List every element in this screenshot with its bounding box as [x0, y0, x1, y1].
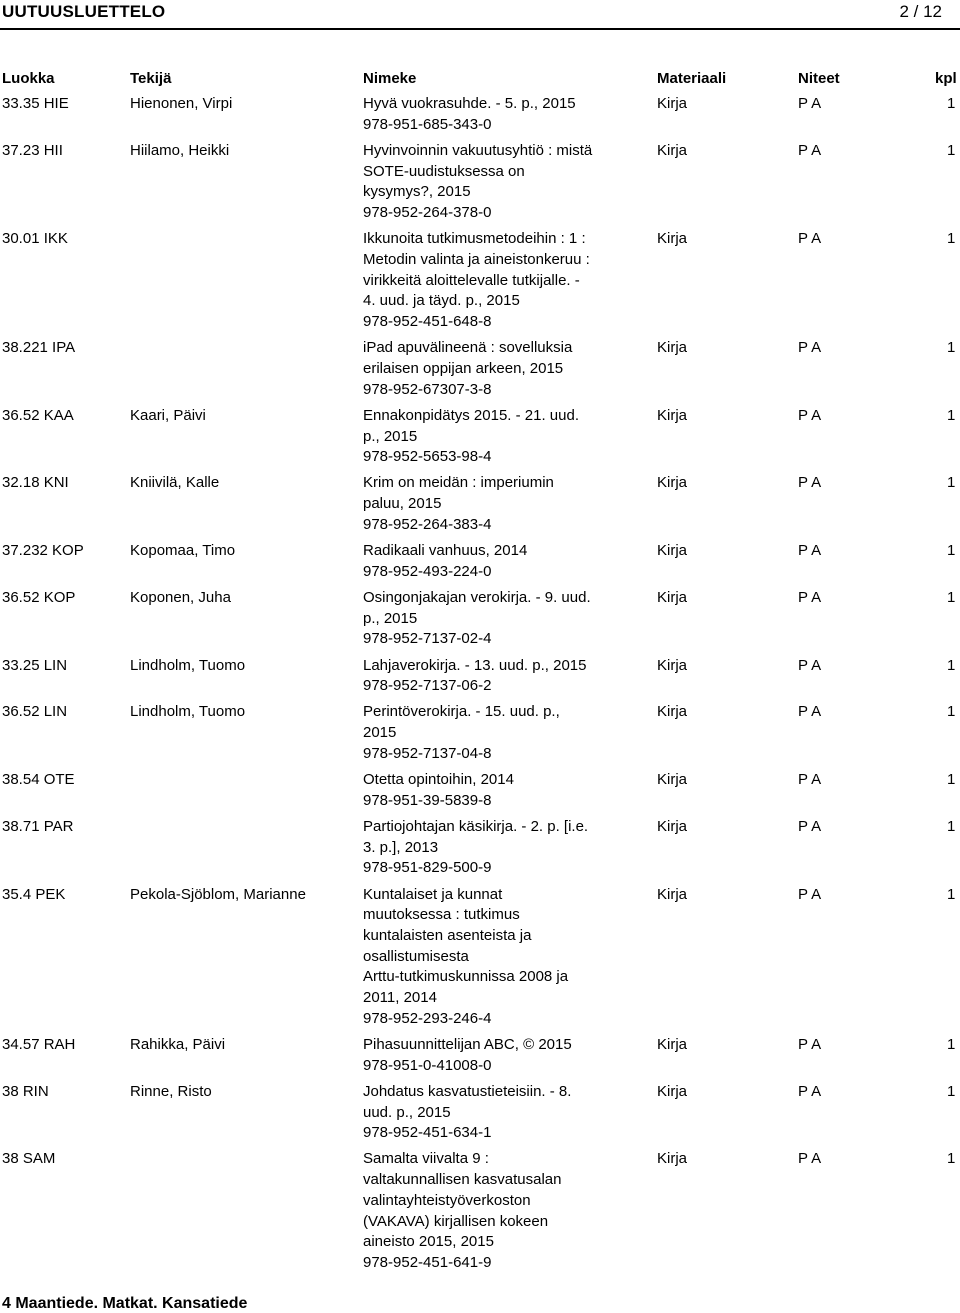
call-number: 36.52 KOP — [2, 588, 76, 606]
column-header-luokka: Luokka — [2, 70, 55, 87]
title-line: iPad apuvälineenä : sovelluksia — [363, 339, 573, 357]
title-line: SOTE-uudistuksessa on — [363, 162, 525, 180]
call-number: 38.71 PAR — [2, 817, 74, 835]
title-line: 978-951-685-343-0 — [363, 115, 492, 133]
copies-status: P A — [798, 1150, 822, 1168]
title-line: osallistumisesta — [363, 947, 469, 965]
table-row — [0, 94, 960, 135]
column-header-materiaali: Materiaali — [657, 70, 727, 87]
author: Hienonen, Virpi — [130, 95, 233, 112]
title-line: 4. uud. ja täyd. p., 2015 — [363, 292, 520, 310]
title-line: 978-952-264-378-0 — [363, 204, 492, 221]
title-line: Pihasuunnittelijan ABC, © 2015 — [363, 1035, 572, 1053]
title-line: 978-952-293-246-4 — [363, 1009, 492, 1027]
author: Koponen, Juha — [130, 588, 231, 606]
author: Hiilamo, Heikki — [130, 141, 230, 159]
material-type: Kirja — [657, 1082, 688, 1100]
call-number: 30.01 IKK — [2, 230, 68, 248]
call-number: 33.25 LIN — [2, 656, 68, 674]
title-line: Krim on meidän : imperiumin — [363, 474, 554, 492]
copy-count: 1 — [947, 588, 956, 606]
call-number: 38.221 IPA — [2, 339, 76, 357]
copies-status: P A — [798, 474, 822, 492]
title-line: Perintöverokirja. - 15. uud. p., — [363, 703, 560, 721]
title-line: 978-952-7137-06-2 — [363, 677, 492, 695]
title-line: Lahjaverokirja. - 13. uud. p., 2015 — [363, 656, 587, 674]
title-line: Johdatus kasvatustieteisiin. - 8. — [363, 1082, 572, 1100]
title-line: erilaisen oppijan arkeen, 2015 — [363, 359, 564, 377]
material-type: Kirja — [657, 230, 688, 248]
material-type: Kirja — [657, 1150, 688, 1168]
title-line: Kuntalaiset ja kunnat — [363, 885, 503, 903]
material-type: Kirja — [657, 1035, 688, 1053]
table-row — [0, 770, 960, 811]
author: Kaari, Päivi — [130, 406, 206, 424]
table-row — [0, 1149, 960, 1273]
copies-status: P A — [798, 588, 822, 606]
title-line: (VAKAVA) kirjallisen kokeen — [363, 1212, 549, 1230]
copy-count: 1 — [947, 406, 956, 424]
column-headers — [0, 70, 960, 90]
copy-count: 1 — [947, 1035, 956, 1053]
title-line: Otetta opintoihin, 2014 — [363, 771, 514, 788]
copy-count: 1 — [947, 885, 956, 903]
title-line: Samalta viivalta 9 : — [363, 1150, 489, 1168]
material-type: Kirja — [657, 339, 688, 357]
copies-status: P A — [798, 656, 822, 674]
title-line: virikkeitä aloittelevalle tutkijalle. - — [363, 271, 580, 289]
call-number: 36.52 KAA — [2, 406, 74, 424]
title-block — [363, 229, 590, 333]
section-heading: 4 Maantiede. Matkat. Kansatiede — [2, 1295, 248, 1312]
copies-status: P A — [798, 406, 822, 424]
title-block — [363, 702, 560, 764]
material-type: Kirja — [657, 406, 688, 424]
material-type: Kirja — [657, 656, 688, 674]
author: Pekola-Sjöblom, Marianne — [130, 885, 306, 903]
title-line: 2011, 2014 — [363, 989, 437, 1007]
title-line: muutoksessa : tutkimus — [363, 906, 520, 924]
call-number: 34.57 RAH — [2, 1035, 76, 1053]
document-title: UUTUUSLUETTELO — [2, 2, 166, 21]
title-line: paluu, 2015 — [363, 495, 442, 513]
title-block — [363, 656, 586, 697]
table-row — [0, 406, 960, 468]
title-line: 978-952-5653-98-4 — [363, 448, 492, 466]
title-line: Radikaali vanhuus, 2014 — [363, 542, 528, 559]
title-line: p., 2015 — [363, 427, 418, 445]
material-type: Kirja — [657, 703, 688, 721]
title-line: 978-952-451-634-1 — [363, 1124, 492, 1142]
title-line: 978-951-39-5839-8 — [363, 791, 492, 809]
title-line: valtakunnallisen kasvatusalan — [363, 1171, 562, 1189]
copies-status: P A — [798, 771, 822, 788]
title-line: Ennakonpidätys 2015. - 21. uud. — [363, 406, 579, 424]
title-line: aineisto 2015, 2015 — [363, 1233, 494, 1251]
call-number: 37.23 HII — [2, 141, 63, 159]
table-row — [0, 541, 960, 582]
call-number: 38 RIN — [2, 1082, 49, 1100]
title-block — [363, 817, 588, 879]
copy-count: 1 — [947, 339, 956, 357]
copy-count: 1 — [947, 141, 956, 159]
table-row — [0, 338, 960, 400]
title-block — [363, 473, 554, 535]
title-block — [363, 141, 592, 224]
call-number: 38.54 OTE — [2, 771, 75, 788]
call-number: 33.35 HIE — [2, 95, 69, 112]
copy-count: 1 — [947, 656, 956, 674]
title-block — [363, 770, 514, 811]
title-block — [363, 1082, 571, 1144]
column-header-niteet: Niteet — [798, 70, 840, 87]
title-block — [363, 1035, 572, 1076]
copies-status: P A — [798, 230, 822, 248]
call-number: 38 SAM — [2, 1150, 56, 1168]
table-row — [0, 588, 960, 650]
page-header — [0, 0, 960, 24]
material-type: Kirja — [657, 474, 688, 492]
author: Rahikka, Päivi — [130, 1035, 226, 1053]
table-row — [0, 702, 960, 764]
call-number: 32.18 KNI — [2, 474, 69, 492]
copies-status: P A — [798, 542, 822, 559]
copy-count: 1 — [947, 817, 956, 835]
title-line: Partiojohtajan käsikirja. - 2. p. [i.e. — [363, 817, 589, 835]
title-line: Hyvinvoinnin vakuutusyhtiö : mistä — [363, 141, 593, 159]
title-line: kuntalaisten asenteista ja — [363, 926, 532, 944]
table-row — [0, 229, 960, 333]
material-type: Kirja — [657, 817, 688, 835]
title-line: kysymys?, 2015 — [363, 183, 471, 201]
author: Lindholm, Tuomo — [130, 656, 246, 674]
author: Rinne, Risto — [130, 1082, 212, 1100]
table-row — [0, 1082, 960, 1144]
column-header-tekija: Tekijä — [130, 70, 172, 87]
title-block — [363, 588, 591, 650]
copies-status: P A — [798, 817, 822, 835]
page-number: 2 / 12 — [899, 2, 942, 21]
copy-count: 1 — [947, 95, 956, 112]
copies-status: P A — [798, 885, 822, 903]
material-type: Kirja — [657, 542, 688, 559]
author: Kopomaa, Timo — [130, 542, 236, 559]
copy-count: 1 — [947, 1082, 956, 1100]
title-line: Hyvä vuokrasuhde. - 5. p., 2015 — [363, 95, 576, 112]
material-type: Kirja — [657, 141, 688, 159]
material-type: Kirja — [657, 95, 688, 112]
title-line: uud. p., 2015 — [363, 1103, 451, 1121]
copies-status: P A — [798, 141, 822, 159]
title-line: 978-952-7137-02-4 — [363, 630, 492, 648]
copies-status: P A — [798, 339, 822, 357]
title-line: 978-952-264-383-4 — [363, 515, 492, 533]
copies-status: P A — [798, 703, 822, 721]
title-line: p., 2015 — [363, 609, 418, 627]
table-row — [0, 817, 960, 879]
title-line: 978-952-451-641-9 — [363, 1253, 492, 1271]
copy-count: 1 — [947, 1150, 956, 1168]
table-row — [0, 1035, 960, 1076]
copy-count: 1 — [947, 703, 956, 721]
title-line: 978-952-7137-04-8 — [363, 744, 492, 762]
author: Lindholm, Tuomo — [130, 703, 246, 721]
title-block — [363, 94, 576, 135]
material-type: Kirja — [657, 588, 688, 606]
copy-count: 1 — [947, 542, 956, 559]
call-number: 37.232 KOP — [2, 542, 84, 559]
title-line: 2015 — [363, 724, 397, 742]
author: Kniivilä, Kalle — [130, 474, 220, 492]
title-block — [363, 1149, 561, 1273]
title-line: Ikkunoita tutkimusmetodeihin : 1 : — [363, 230, 586, 248]
table-row — [0, 885, 960, 1030]
copy-count: 1 — [947, 474, 956, 492]
title-line: Osingonjakajan verokirja. - 9. uud. — [363, 588, 591, 606]
title-block — [363, 541, 527, 582]
title-line: 978-951-829-500-9 — [363, 859, 492, 877]
title-line: valintayhteistyöverkoston — [363, 1191, 531, 1209]
copy-count: 1 — [947, 771, 956, 788]
title-line: 978-952-493-224-0 — [363, 562, 492, 580]
table-row — [0, 141, 960, 224]
column-header-kpl: kpl — [935, 70, 957, 87]
title-block — [363, 338, 572, 400]
header-rule — [0, 28, 960, 30]
copies-status: P A — [798, 1035, 822, 1053]
title-block — [363, 406, 579, 468]
title-line: Metodin valinta ja aineistonkeruu : — [363, 250, 590, 268]
title-line: Arttu-tutkimuskunnissa 2008 ja — [363, 968, 569, 986]
call-number: 36.52 LIN — [2, 703, 68, 721]
title-line: 978-952-451-648-8 — [363, 313, 492, 330]
title-line: 3. p.], 2013 — [363, 838, 439, 856]
material-type: Kirja — [657, 771, 688, 788]
copy-count: 1 — [947, 230, 956, 248]
title-line: 978-951-0-41008-0 — [363, 1056, 492, 1074]
copies-status: P A — [798, 95, 822, 112]
material-type: Kirja — [657, 885, 688, 903]
call-number: 35.4 PEK — [2, 885, 66, 903]
copies-status: P A — [798, 1082, 822, 1100]
title-line: 978-952-67307-3-8 — [363, 380, 492, 398]
title-block — [363, 885, 568, 1030]
table-row — [0, 473, 960, 535]
column-header-nimeke: Nimeke — [363, 70, 417, 87]
table-row — [0, 656, 960, 697]
